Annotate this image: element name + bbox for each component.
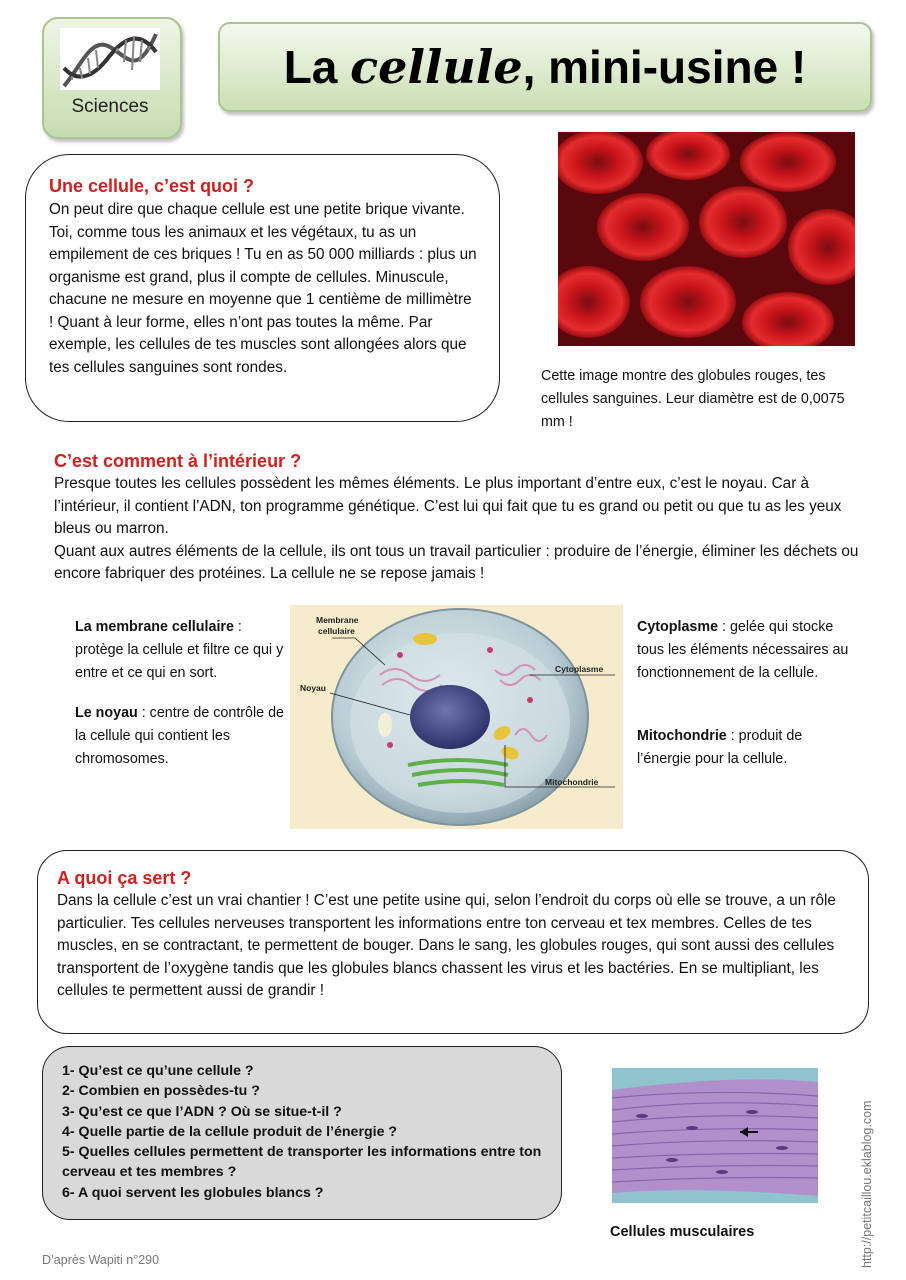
definition-term: Le noyau bbox=[75, 705, 138, 721]
section-1-content bbox=[49, 176, 479, 379]
section-text: Quant aux autres éléments de la cellule, ils ont tous un travail particulier : produire de l’énergie, éliminer les déchets ou encore fabriquer des protéines. La cellule ne se repose jamais ! bbox=[54, 542, 859, 582]
muscle-cells-caption: Cellules musculaires bbox=[610, 1224, 755, 1240]
definition-term: Mitochondrie bbox=[637, 728, 727, 744]
question-item: 1- Qu’est ce qu’une cellule ? bbox=[62, 1063, 254, 1079]
section-text: On peut dire que chaque cellule est une petite brique vivante. Toi, comme tous les animaux et les végétaux, tu as un empilement de ces briques ! Tu en as 50 000 milliards : plus un organisme est grand, plus il compte de cellules. Minuscule, chacune ne mesure en moyenne que 1 centième de millimètre ! Quant à leur forme, elles n’ont pas toutes la même. Par exemple, les cellules de tes muscles sont allongées alors que tes cellules sanguines sont rondes. bbox=[49, 201, 477, 376]
question-item: 2- Combien en possèdes-tu ? bbox=[62, 1083, 260, 1100]
section-3-content bbox=[57, 868, 852, 1003]
section-inside-cell bbox=[54, 451, 864, 586]
definition-text: : centre de contrôle de la cellule qui contient les chromosomes. bbox=[75, 705, 285, 767]
source-credit: D’après Wapiti n°290 bbox=[42, 1253, 160, 1267]
definition-term: La membrane cellulaire bbox=[75, 619, 234, 635]
section-heading: C’est comment à l’intérieur ? bbox=[54, 451, 302, 471]
diagram-label-membrane-2: cellulaire bbox=[318, 626, 355, 636]
definition-noyau bbox=[75, 702, 285, 771]
red-blood-cells-image bbox=[558, 132, 855, 346]
title-emphasis: cellule bbox=[350, 40, 523, 94]
cell-diagram bbox=[290, 605, 623, 829]
definition-mitochondrie bbox=[637, 725, 857, 771]
section-text: Presque toutes les cellules possèdent les mêmes éléments. Le plus important d’entre eux, c’est le noyau. Car à l’intérieur, il contient l’ADN, ton programme génétique. C’est lui qui fait que tu es grand ou petit ou que tu as les yeux bleus ou marron. bbox=[54, 475, 842, 537]
definition-text: : protège la cellule et filtre ce qui y entre et ce qui en sort. bbox=[75, 619, 284, 681]
section-heading: Une cellule, c’est quoi ? bbox=[49, 176, 255, 196]
section-heading: A quoi ça sert ? bbox=[57, 868, 192, 888]
question-item: 6- A quoi servent les globules blancs ? bbox=[62, 1184, 324, 1201]
definition-term: Cytoplasme bbox=[637, 619, 719, 635]
definition-cytoplasme bbox=[637, 616, 857, 685]
definition-membrane bbox=[75, 616, 285, 685]
definition-text: : gelée qui stocke tous les éléments nécessaires au fonctionnement de la cellule. bbox=[637, 619, 849, 681]
question-item: 5- Quelles cellules permettent de transporter les informations entre ton cerveau et tes membres ? bbox=[62, 1144, 542, 1181]
dna-helix-icon bbox=[60, 28, 160, 90]
page-title bbox=[284, 40, 807, 94]
questions-list bbox=[62, 1061, 552, 1203]
title-part: , mini-usine ! bbox=[522, 41, 807, 93]
diagram-label-membrane: Membrane bbox=[316, 615, 359, 625]
question-item: 4- Quelle partie de la cellule produit de l’énergie ? bbox=[62, 1123, 398, 1140]
muscle-cells-image bbox=[612, 1068, 818, 1203]
subject-label: Sciences bbox=[71, 96, 149, 117]
question-item: 3- Qu’est ce que l’ADN ? Où se situe-t-il ? bbox=[62, 1103, 342, 1120]
blood-cells-caption: Cette image montre des globules rouges, tes cellules sanguines. Leur diamètre est de 0,0075 mm ! bbox=[541, 368, 845, 430]
title-part: La bbox=[283, 41, 351, 93]
diagram-label-noyau: Noyau bbox=[300, 683, 326, 693]
site-url[interactable]: http://petitcaillou.eklablog.com bbox=[860, 1100, 874, 1268]
diagram-label-cytoplasme: Cytoplasme bbox=[555, 664, 604, 674]
definition-text: : produit de l’énergie pour la cellule. bbox=[637, 728, 803, 767]
section-text: Dans la cellule c’est un vrai chantier ! C’est une petite usine qui, selon l’endroit du corps où elle se trouve, a un rôle particulier. Tes cellules nerveuses transportent les informations entre ton cerveau et tex membres. Celles de tes muscles, en se contractant, te permettent de bouger. Dans le sang, les globules rouges, qui sont aussi des cellules transportent de l’oxygène tandis que les globules blancs chassent les virus et les bactéries. En se multipliant, les cellules te permettent aussi de grandir ! bbox=[57, 892, 836, 999]
diagram-label-mitochondrie: Mitochondrie bbox=[545, 777, 599, 787]
title-banner bbox=[218, 22, 872, 112]
